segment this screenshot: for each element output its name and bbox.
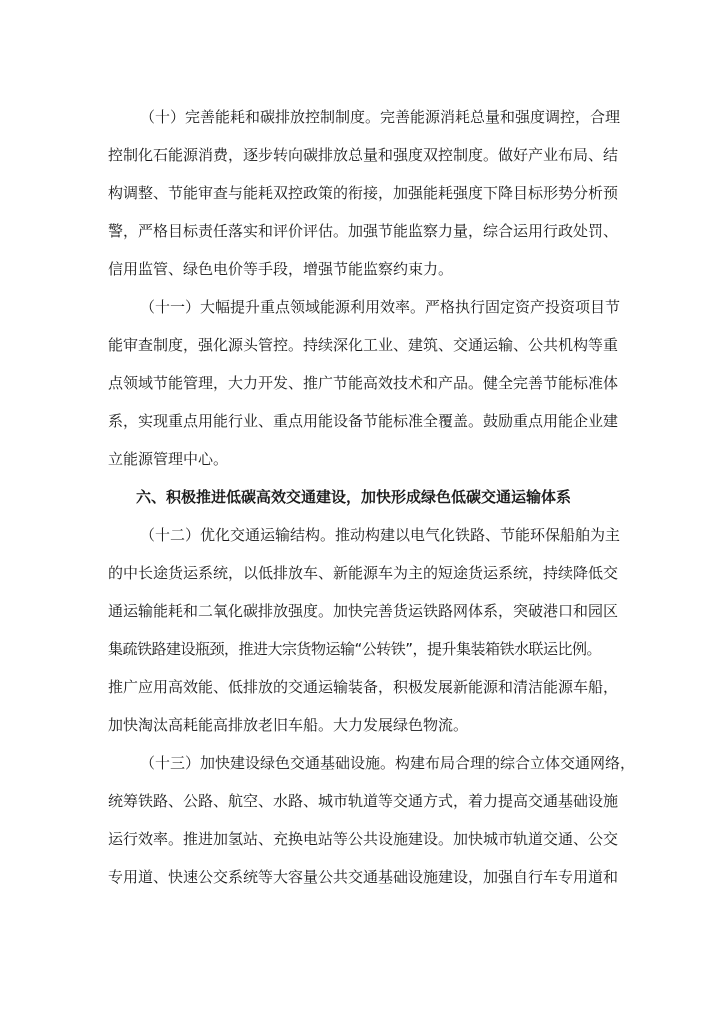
paragraph-13-line-2: 统筹铁路、公路、航空、水路、城市轨道等交通方式，着力提高交通基础设施: [108, 792, 619, 810]
paragraph-10-line-2: 控制化石能源消费，逐步转向碳排放总量和强度双控制度。做好产业布局、结: [108, 146, 619, 164]
section-heading-6: 六、积极推进低碳高效交通建设，加快形成绿色低碳交通运输体系: [136, 488, 572, 506]
paragraph-12-line-5: 推广应用高效能、低排放的交通运输装备，积极发展新能源和清洁能源车船，: [108, 678, 619, 696]
paragraph-13-line-3: 运行效率。推进加氢站、充换电站等公共设施建设。加快城市轨道交通、公交: [108, 830, 619, 848]
paragraph-13-line-1: （十三）加快建设绿色交通基础设施。构建布局合理的综合立体交通网络，: [140, 754, 636, 772]
paragraph-11-line-2: 能审查制度，强化源头管控。持续深化工业、建筑、交通运输、公共机构等重: [108, 336, 619, 354]
paragraph-13-line-4: 专用道、快速公交系统等大容量公共交通基础设施建设，加强自行车专用道和: [108, 868, 619, 886]
paragraph-11-line-5: 立能源管理中心。: [108, 450, 229, 468]
paragraph-10-line-1: （十）完善能耗和碳排放控制制度。完善能源消耗总量和强度调控，合理: [140, 108, 621, 126]
paragraph-12-line-3: 通运输能耗和二氧化碳排放强度。加快完善货运铁路网体系，突破港口和园区: [108, 602, 619, 620]
paragraph-12-line-6: 加快淘汰高耗能高排放老旧车船。大力发展绿色物流。: [108, 716, 469, 734]
paragraph-10-line-3: 构调整、节能审查与能耗双控政策的衔接，加强能耗强度下降目标形势分析预: [108, 184, 619, 202]
paragraph-11-line-1: （十一）大幅提升重点领域能源利用效率。严格执行固定资产投资项目节: [140, 298, 621, 316]
paragraph-11-line-3: 点领域节能管理，大力开发、推广节能高效技术和产品。健全完善节能标准体: [108, 374, 619, 392]
paragraph-12-line-4: 集疏铁路建设瓶颈，推进大宗货物运输“公转铁”，提升集装箱铁水联运比例。: [108, 640, 602, 658]
paragraph-10-line-4: 警，严格目标责任落实和评价评估。加强节能监察力量，综合运用行政处罚、: [108, 222, 619, 240]
paragraph-12-line-1: （十二）优化交通运输结构。推动构建以电气化铁路、节能环保船舶为主: [140, 526, 621, 544]
paragraph-10-line-5: 信用监管、绿色电价等手段，增强节能监察约束力。: [108, 260, 454, 278]
paragraph-11-line-4: 系，实现重点用能行业、重点用能设备节能标准全覆盖。鼓励重点用能企业建: [108, 412, 619, 430]
paragraph-12-line-2: 的中长途货运系统，以低排放车、新能源车为主的短途货运系统，持续降低交: [108, 564, 619, 582]
